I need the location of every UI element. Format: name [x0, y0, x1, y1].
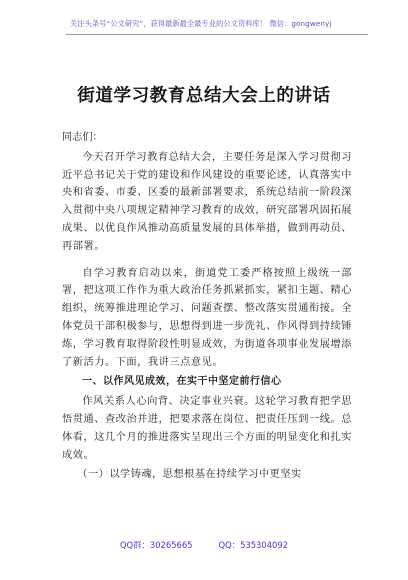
footer-qq: QQ：535304092 [218, 540, 289, 550]
subsection-heading: （一）以学铸魂，思想根基在持续学习中更坚实 [77, 469, 302, 481]
document-body [62, 129, 352, 484]
paragraph-opening: 今天召开学习教育总结大会，主要任务是深入学习贯彻习近平总书记关于党的建设和作风建设的重要论述，认真落实中央和省委、市委、区委的最新部署要求，系统总结前一阶段深入贯彻中央八项规定精神学习教育的成效，研究部署巩固拓展成果、以优良作风推动高质量发展的具体举措，做到再动员、再部署。 [62, 151, 352, 252]
section-heading: 一、以作风见成效，在实干中坚定前行信心 [82, 376, 282, 388]
paragraph-section: 作风关系人心向背、决定事业兴衰。这轮学习教育把学思悟贯通、查改治并进，把要求落在岗位、把责任压到一线。总体看，这几个月的推进落实呈现出三个方面的明显变化和扎实成效。 [62, 396, 352, 461]
paragraph-progress: 自学习教育启动以来，街道党工委严格按照上级统一部署，把这项工作作为重大政治任务抓紧抓实，紧扣主题、精心组织，统筹推进理论学习、问题查摆、整改落实贯通衔接。全体党员干部积极参与，思想得到进一步洗礼、作风得到持续锤炼，学习教育取得阶段性明显成效，为街道各项事业发展增添了新活力。下面，我讲三点意见。 [62, 267, 352, 368]
footer-contact [0, 539, 408, 551]
salutation: 同志们： [62, 132, 103, 143]
document-title: 街道学习教育总结大会上的讲话 [77, 86, 331, 106]
header-divider [66, 34, 368, 35]
footer-qq-group: QQ群：30265665 [119, 540, 193, 550]
header-notice: 关注头条号“公文研究”，获得最新最全最专业的公文资料库！ 微信：gongwenyj [70, 19, 332, 28]
